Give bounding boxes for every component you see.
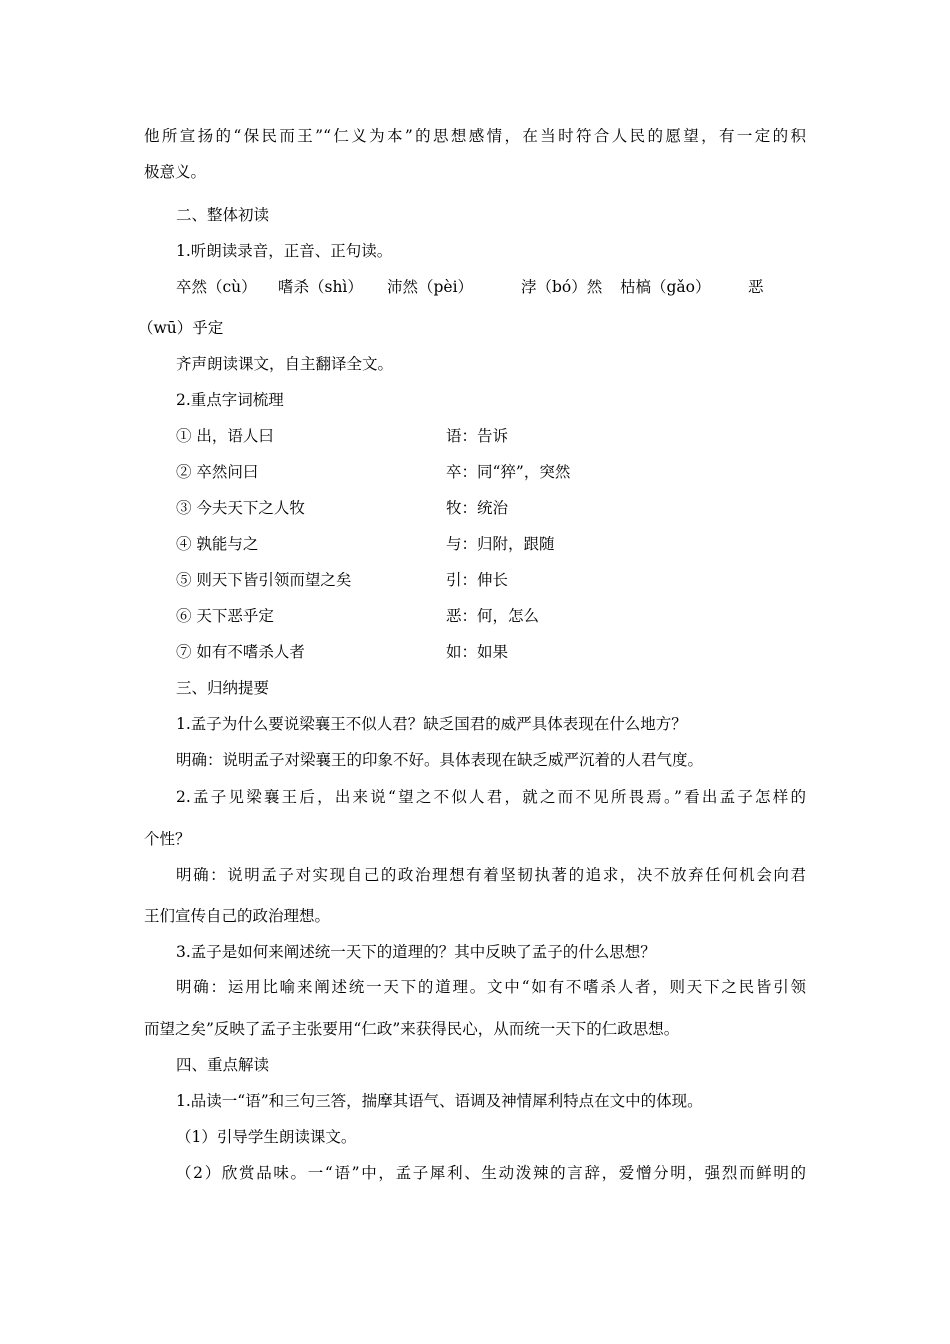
vocab-gloss-4: 与：归附，跟随 <box>446 535 555 553</box>
section-3-question-3: 3.孟子是如何来阐述统一天下的道理的？其中反映了孟子的什么思想？ <box>176 943 656 961</box>
section-4-item-1: 1.品读一“语”和三句三答，揣摩其语气、语调及神情犀利特点在文中的体现。 <box>176 1092 703 1110</box>
section-3-answer-3-line-1: 明确：运用比喻来阐述统一天下的道理。文中“如有不嗜杀人者，则天下之民皆引领 <box>176 978 806 996</box>
section-4-heading: 四、重点解读 <box>176 1056 270 1074</box>
vocab-phrase-1: ① 出，语人曰 <box>176 427 274 445</box>
vocab-gloss-5: 引：伸长 <box>446 571 509 589</box>
pron-continued: （wū）乎定 <box>138 319 224 337</box>
pron-2: 嗜杀（shì） <box>278 278 363 296</box>
section-4-sub-2: （2）欣赏品味。一“语”中，孟子犀利、生动泼辣的言辞，爱憎分明，强烈而鲜明的 <box>176 1164 806 1182</box>
vocab-phrase-6: ⑥ 天下恶乎定 <box>176 607 274 625</box>
pron-1: 卒然（cù） <box>176 278 257 296</box>
section-3-answer-3-line-2: 而望之矣”反映了孟子主张要用“仁政”来获得民心，从而统一天下的仁政思想。 <box>144 1020 680 1038</box>
vocab-gloss-2: 卒：同“猝”，突然 <box>446 463 571 481</box>
vocab-phrase-7: ⑦ 如有不嗜杀人者 <box>176 643 305 661</box>
section-3-question-2-line-1: 2.孟子见梁襄王后，出来说“望之不似人君，就之而不见所畏焉。”看出孟子怎样的 <box>176 788 806 806</box>
intro-line-1: 他所宣扬的“保民而王”“仁义为本”的思想感情，在当时符合人民的愿望，有一定的积 <box>144 127 806 145</box>
section-2-read: 齐声朗读课文，自主翻译全文。 <box>176 355 394 373</box>
pron-4: 浡（bó）然 <box>521 278 603 296</box>
vocab-gloss-1: 语：告诉 <box>446 427 509 445</box>
vocab-gloss-7: 如：如果 <box>446 643 509 661</box>
section-2-item-1: 1.听朗读录音，正音、正句读。 <box>176 242 393 260</box>
vocab-gloss-6: 恶：何，怎么 <box>446 607 540 625</box>
section-3-answer-2-line-2: 王们宣传自己的政治理想。 <box>144 907 331 925</box>
section-3-answer-2-line-1: 明确：说明孟子对实现自己的政治理想有着坚韧执著的追求，决不放弃任何机会向君 <box>176 866 806 884</box>
section-4-sub-1: （1）引导学生朗读课文。 <box>176 1128 357 1146</box>
section-3-answer-1: 明确：说明孟子对梁襄王的印象不好。具体表现在缺乏威严沉着的人君气度。 <box>176 751 704 769</box>
vocab-gloss-3: 牧：统治 <box>446 499 509 517</box>
vocab-phrase-4: ④ 孰能与之 <box>176 535 259 553</box>
section-2-item-2: 2.重点字词梳理 <box>176 391 284 409</box>
section-3-question-2-line-2: 个性？ <box>144 830 191 848</box>
pron-6: 恶 <box>748 278 764 296</box>
section-3-question-1: 1.孟子为什么要说梁襄王不似人君？缺乏国君的威严具体表现在什么地方？ <box>176 715 687 733</box>
pron-5: 枯槁（gǎo） <box>620 278 711 296</box>
vocab-phrase-5: ⑤ 则天下皆引领而望之矣 <box>176 571 352 589</box>
section-2-heading: 二、整体初读 <box>176 206 270 224</box>
pron-3: 沛然（pèi） <box>387 278 474 296</box>
section-3-heading: 三、归纳提要 <box>176 679 270 697</box>
vocab-phrase-3: ③ 今夫天下之人牧 <box>176 499 305 517</box>
intro-line-2: 极意义。 <box>144 163 207 181</box>
vocab-phrase-2: ② 卒然问曰 <box>176 463 259 481</box>
